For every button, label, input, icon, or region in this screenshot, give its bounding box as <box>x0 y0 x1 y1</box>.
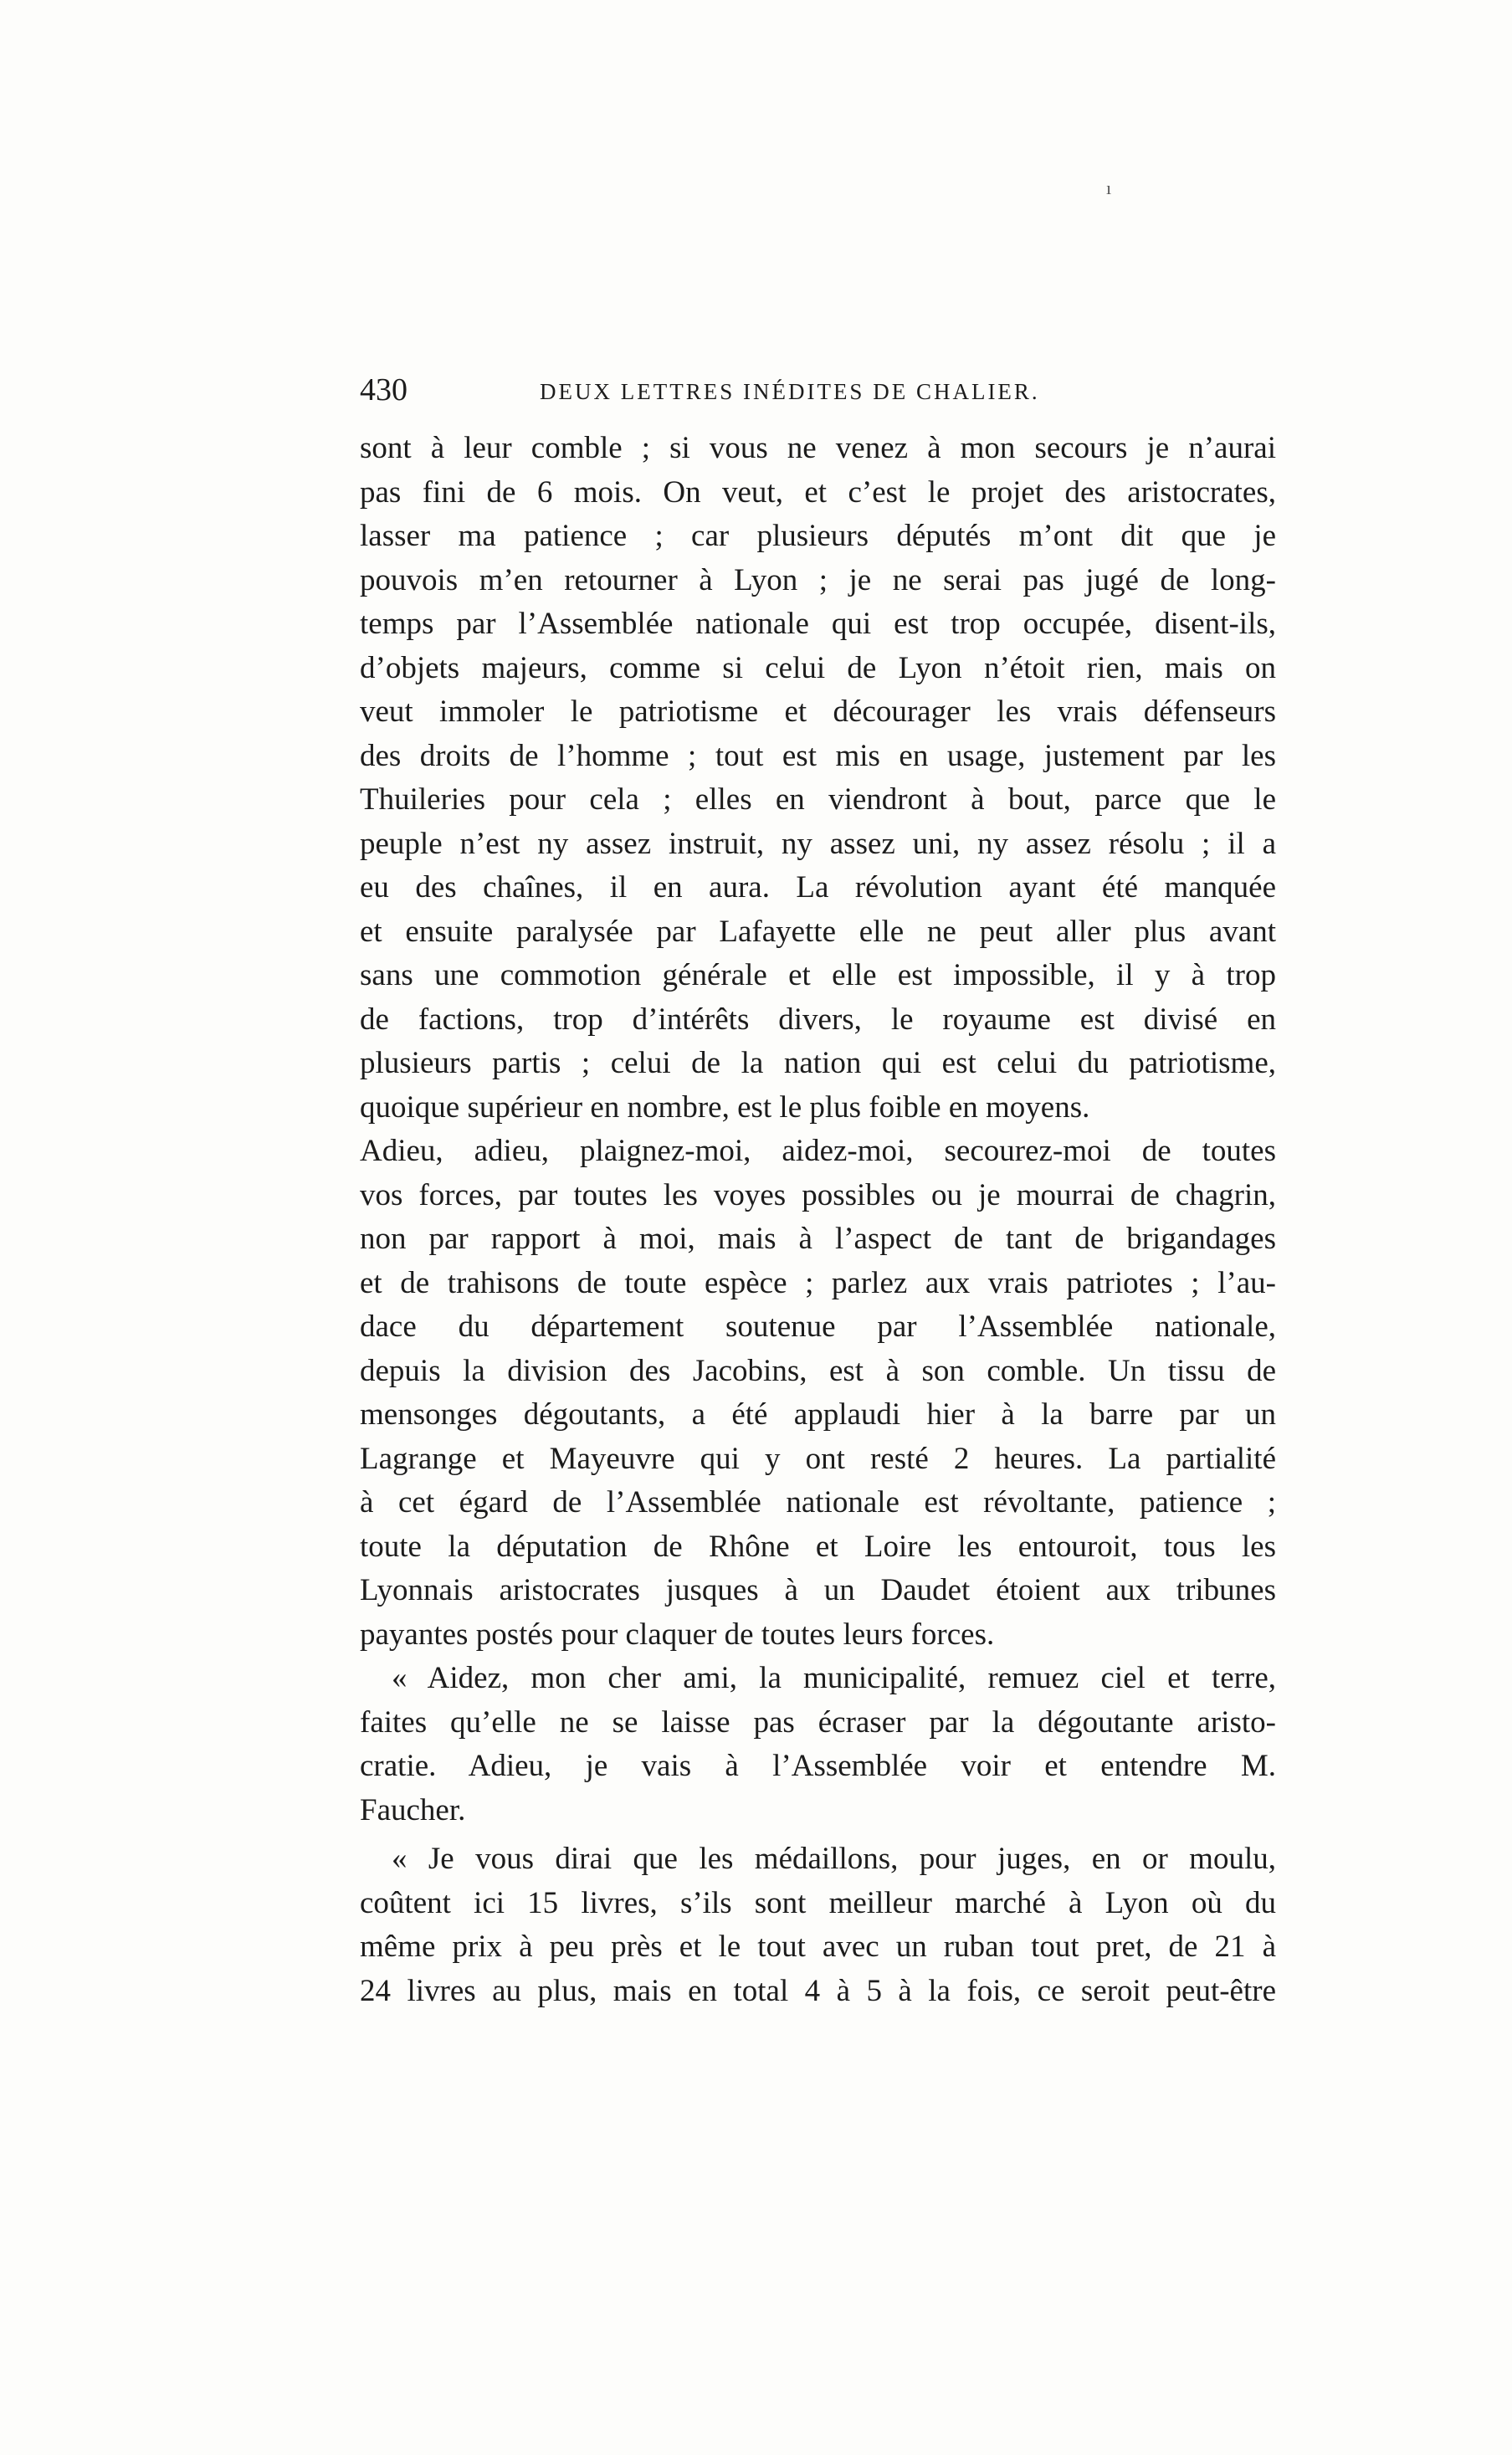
text-line: pouvois m’en retourner à Lyon ; je ne serai pas jugé de long- <box>360 562 1276 597</box>
text-line: d’objets majeurs, comme si celui de Lyon n’étoit rien, mais on <box>360 650 1276 685</box>
text-line: sans une commotion générale et elle est impossible, il y à trop <box>360 958 1276 992</box>
page-number: 430 <box>360 372 407 407</box>
text-line: et de trahisons de toute espèce ; parlez aux vrais patriotes ; l’au- <box>360 1265 1276 1300</box>
stray-mark: ı <box>1106 177 1112 198</box>
text-line: Lagrange et Mayeuvre qui y ont resté 2 heures. La partialité <box>360 1441 1276 1476</box>
text-line: faites qu’elle ne se laisse pas écraser par la dégoutante aristo- <box>360 1704 1276 1740</box>
text-line: des droits de l’homme ; tout est mis en usage, justement par les <box>360 738 1276 773</box>
text-line: Thuileries pour cela ; elles en viendront à bout, parce que le <box>360 782 1276 817</box>
text-line: mensonges dégoutants, a été applaudi hier à la barre par un <box>360 1397 1276 1432</box>
text-line: plusieurs partis ; celui de la nation qui est celui du patriotisme, <box>360 1046 1276 1080</box>
text-line: coûtent ici 15 livres, s’ils sont meilleur marché à Lyon où du <box>360 1885 1276 1920</box>
text-line: vos forces, par toutes les voyes possibles ou je mourrai de chagrin, <box>360 1177 1276 1212</box>
text-line: veut immoler le patriotisme et décourager les vrais défenseurs <box>360 694 1276 729</box>
text-line: pas fini de 6 mois. On veut, et c’est le projet des aristocrates, <box>360 474 1276 510</box>
running-head <box>360 368 1276 412</box>
text-line: Faucher. <box>360 1792 466 1827</box>
text-line: temps par l’Assemblée nationale qui est trop occupée, disent-ils, <box>360 607 1276 641</box>
text-line: depuis la division des Jacobins, est à son comble. Un tissu de <box>360 1353 1276 1388</box>
text-line: eu des chaînes, il en aura. La révolution ayant été manquée <box>360 870 1276 905</box>
text-line: lasser ma patience ; car plusieurs députés m’ont dit que je <box>360 519 1276 553</box>
text-line: payantes postés pour claquer de toutes leurs forces. <box>360 1617 995 1652</box>
text-line: et ensuite paralysée par Lafayette elle ne peut aller plus avant <box>360 914 1276 949</box>
text-line: peuple n’est ny assez instruit, ny assez uni, ny assez résolu ; il a <box>360 826 1276 861</box>
body-text <box>360 427 1276 2013</box>
text-line: de factions, trop d’intérêts divers, le royaume est divisé en <box>360 1002 1276 1037</box>
text-line: 24 livres au plus, mais en total 4 à 5 à la fois, ce seroit peut-être <box>360 1973 1276 2008</box>
text-line: Adieu, adieu, plaignez-moi, aidez-moi, secourez-moi de toutes <box>360 1134 1276 1168</box>
text-line: même prix à peu près et le tout avec un ruban tout pret, de 21 à <box>360 1930 1276 1964</box>
text-line: non par rapport à moi, mais à l’aspect de tant de brigandages <box>360 1222 1276 1256</box>
text-line: quoique supérieur en nombre, est le plus foible en moyens. <box>360 1089 1090 1125</box>
text-line: sont à leur comble ; si vous ne venez à mon secours je n’aurai <box>360 431 1276 465</box>
running-title: DEUX LETTRES INÉDITES DE CHALIER. <box>540 379 1040 404</box>
text-line: cratie. Adieu, je vais à l’Assemblée voir et entendre M. <box>360 1749 1276 1783</box>
text-line: à cet égard de l’Assemblée nationale est révoltante, patience ; <box>360 1485 1276 1520</box>
text-line: « Je vous dirai que les médaillons, pour juges, en or moulu, <box>392 1842 1276 1876</box>
text-line: dace du département soutenue par l’Assemblée nationale, <box>360 1310 1276 1344</box>
text-line: « Aidez, mon cher ami, la municipalité, remuez ciel et terre, <box>392 1661 1276 1695</box>
text-line: toute la députation de Rhône et Loire les entouroit, tous les <box>360 1529 1276 1564</box>
text-line: Lyonnais aristocrates jusques à un Daudet étoient aux tribunes <box>360 1573 1276 1607</box>
